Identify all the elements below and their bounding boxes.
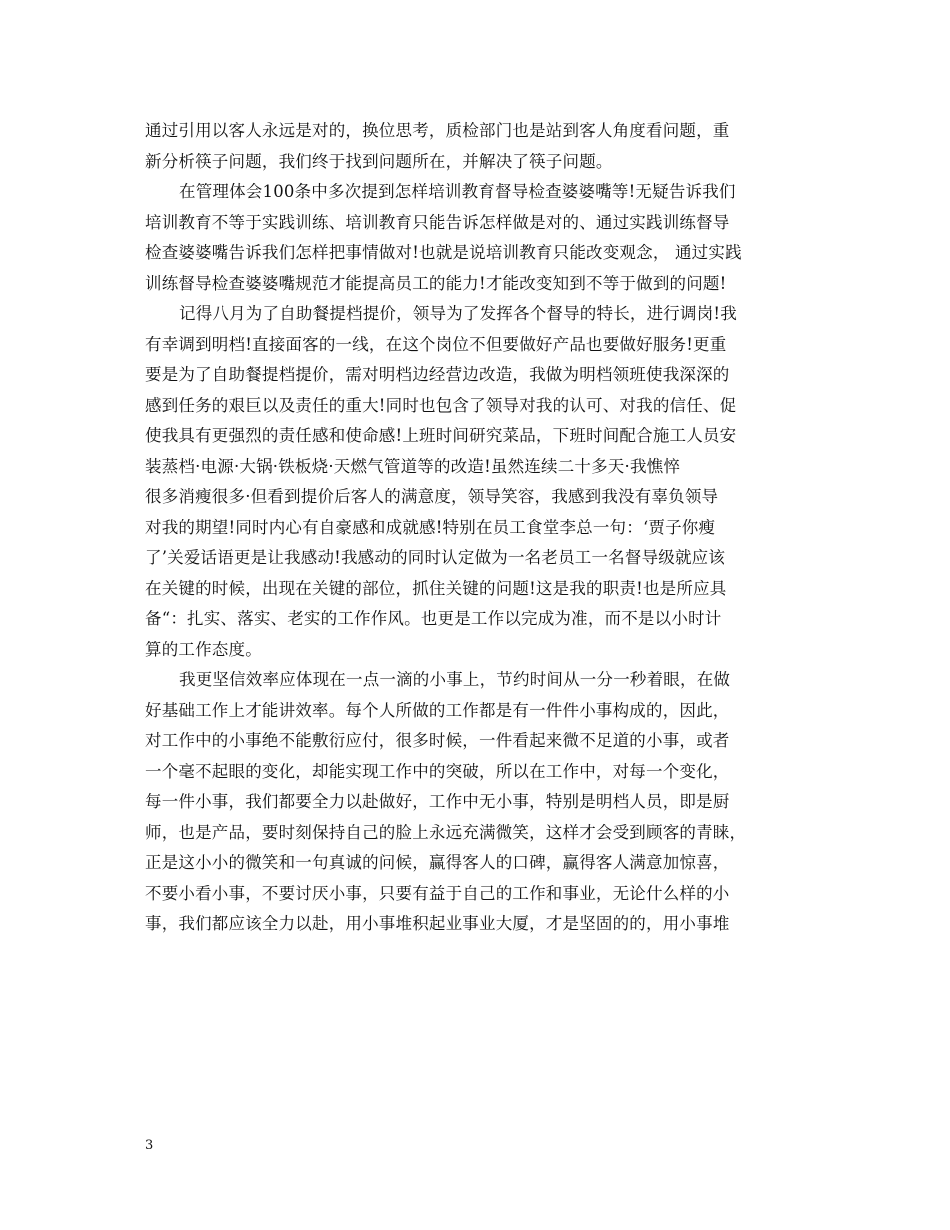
- text-line: 了’关爱话语更是让我感动!我感动的同时认定做为一名老员工一名督导级就应该: [145, 548, 726, 567]
- text-line: 对我的期望!同时内心有自豪感和成就感!特别在员工食堂李总一句：‘贾子你瘦: [145, 517, 716, 537]
- document-body: [145, 116, 825, 940]
- paragraph: [145, 665, 825, 939]
- text-line: 装蒸档·电源·大锅·铁板烧·天燃气管道等的改造!虽然连续二十多天·我憔悴: [145, 456, 681, 476]
- text-line: 师，也是产品，要时刻保持自己的脸上永远充满微笑，这样才会受到顾客的青睐，: [145, 822, 747, 842]
- text-line: 我更坚信效率应体现在一点一滴的小事上，节约时间从一分一秒着眼，在做: [179, 670, 731, 689]
- text-line: 算的工作态度。: [145, 639, 262, 659]
- text-line: 新分析筷子问题，我们终于找到问题所在，并解决了筷子问题。: [145, 151, 613, 171]
- text-line: 在关键的时候，出现在关键的部位，抓住关键的问题!这是我的职责!也是所应具: [145, 578, 727, 598]
- text-line: 在管理体会100条中多次提到怎样培训教育督导检查婆婆嘴等!无疑告诉我们: [179, 182, 736, 201]
- text-line: 正是这小小的微笑和一句真诚的问候，赢得客人的口碑，赢得客人满意加惊喜，: [145, 853, 730, 872]
- text-line: 检查婆婆嘴告诉我们怎样把事情做对!也就是说培训教育只能改变观念， 通过实践: [145, 243, 742, 262]
- text-line: 有幸调到明档!直接面客的一线，在这个岗位不但要做好产品也要做好服务!更重: [145, 334, 727, 354]
- text-line: 备“：扎实、落实、老实的工作作风。也更是工作以完成为准，而不是以小时计: [145, 609, 722, 628]
- paragraph: [145, 116, 825, 177]
- text-line: 不要小看小事，不要讨厌小事，只要有益于自己的工作和事业，无论什么样的小: [145, 883, 730, 903]
- text-line: 事，我们都应该全力以赴，用小事堆积起业事业大厦，才是坚固的的，用小事堆: [145, 914, 730, 933]
- text-line: 对工作中的小事绝不能敷衍应付，很多时候，一件看起来微不足道的小事，或者: [145, 731, 730, 750]
- text-line: 要是为了自助餐提档提价，需对明档边经营边改造，我做为明档领班使我深深的: [145, 365, 730, 384]
- text-line: 使我具有更强烈的责任感和使命感!上班时间研究菜品，下班时间配合施工人员安: [145, 426, 737, 445]
- text-line: 一个毫不起眼的变化，却能实现工作中的突破，所以在工作中，对每一个变化，: [145, 761, 730, 781]
- paragraph: [145, 299, 825, 665]
- text-line: 很多消瘦很多·但看到提价后客人的满意度，领导笑容，我感到我没有辜负领导: [145, 487, 719, 506]
- text-line: 好基础工作上才能讲效率。每个人所做的工作都是有一件件小事构成的，因此，: [145, 700, 730, 720]
- text-line: 每一件小事，我们都要全力以赴做好，工作中无小事，特别是明档人员，即是厨: [145, 792, 730, 811]
- text-line: 通过引用以客人永远是对的，换位思考，质检部门也是站到客人角度看问题，重: [145, 121, 730, 140]
- text-line: 培训教育不等于实践训练、培训教育只能告诉怎样做是对的、通过实践训练督导: [145, 212, 730, 232]
- paragraph: [145, 177, 825, 299]
- text-line: 训练督导检查婆婆嘴规范才能提高员工的能力!才能改变知到不等于做到的问题!: [145, 273, 727, 293]
- text-line: 感到任务的艰巨以及责任的重大!同时也包含了领导对我的认可、对我的信任、促: [145, 395, 737, 415]
- page-number: 3: [145, 1138, 154, 1153]
- text-line: 记得八月为了自助餐提档提价，领导为了发挥各个督导的特长，进行调岗!我: [179, 304, 737, 323]
